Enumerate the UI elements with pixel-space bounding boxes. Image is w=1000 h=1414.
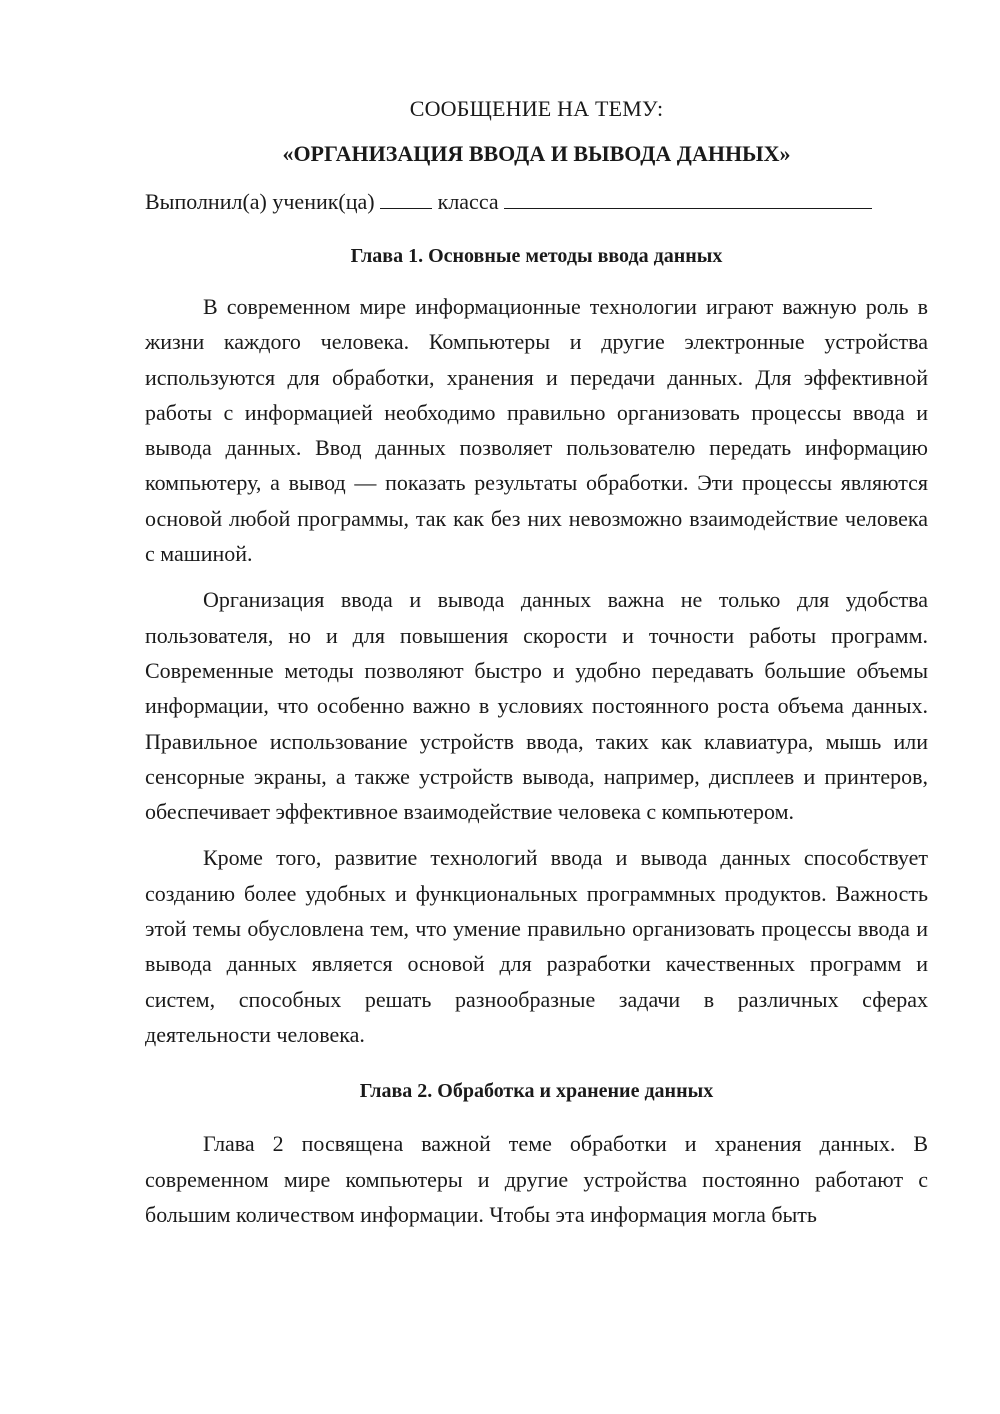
chapter1-paragraph-3: Кроме того, развитие технологий ввода и вывода данных способствует созданию более удобных и функциональных программных продуктов. Важность этой темы обусловлена тем, что умение правильно организовать процессы ввода и вывода данных является основой для разработки качественных программ и систем, способных решать разнообразные задачи в различных сферах деятельности человека. — [145, 845, 928, 1047]
document-topic: «ОРГАНИЗАЦИЯ ВВОДА И ВЫВОДА ДАННЫХ» — [282, 141, 791, 166]
chapter2-paragraph-1: Глава 2 посвящена важной теме обработки и хранения данных. В современном мире компьютеры и другие устройства постоянно работают с большим количеством информации. Чтобы эта информация могла быть — [145, 1131, 928, 1227]
chapter2-heading: Глава 2. Обработка и хранение данных — [359, 1080, 714, 1103]
chapter1-paragraph-2: Организация ввода и вывода данных важна не только для удобства пользователя, но и для повышения скорости и точности работы программ. Современные методы позволяют быстро и удобно передавать большие объемы информации, что особенно важно в условиях постоянного роста объема данных. Правильное использование устройств ввода, таких как клавиатура, мышь или сенсорные экраны, а также устройств вывода, например, дисплеев и принтеров, обеспечивает эффективное взаимодействие человека с компьютером. — [145, 587, 928, 825]
author-prefix: Выполнил(а) ученик(ца) — [145, 189, 375, 214]
grade-blank-line — [380, 186, 432, 209]
chapter1-paragraph-1: В современном мире информационные технологии играют важную роль в жизни каждого человека. Компьютеры и другие электронные устройства используются для обработки, хранения и передачи данных. Для эффективной работы с информацией необходимо правильно организовать процессы ввода и вывода данных. Ввод данных позволяет пользователю передать информацию компьютеру, а вывод — показать результаты обработки. Эти процессы являются основой любой программы, так как без них невозможно взаимодействие человека с машиной. — [145, 294, 928, 567]
author-class-label: класса — [437, 189, 499, 214]
author-line — [145, 185, 928, 219]
document-title: СООБЩЕНИЕ НА ТЕМУ: — [409, 96, 664, 121]
name-blank-line — [504, 186, 872, 209]
document-page — [145, 92, 928, 1232]
chapter1-heading: Глава 1. Основные методы ввода данных — [350, 245, 723, 267]
